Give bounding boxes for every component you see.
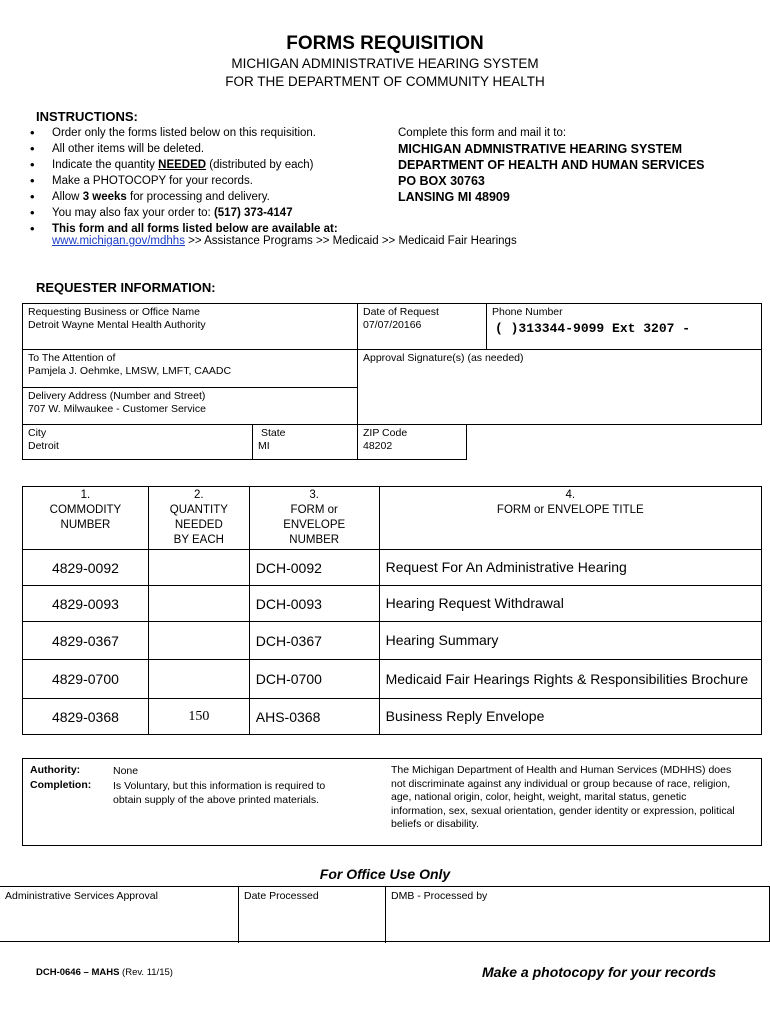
instruction-item: • You may also fax your order to: (517) 373-4147 — [30, 205, 400, 221]
page-subtitle-department: FOR THE DEPARTMENT OF COMMUNITY HEALTH — [225, 74, 545, 89]
form-number-cell: DCH-0367 — [249, 622, 379, 660]
quantity-input[interactable] — [148, 660, 249, 699]
instruction-item: • This form and all forms listed below are available at: — [30, 221, 400, 237]
table-header-row — [23, 487, 762, 550]
quantity-input[interactable] — [148, 586, 249, 622]
mail-line: PO BOX 30763 — [398, 174, 485, 188]
authority-box — [22, 758, 762, 846]
column-header-commodity: 1. COMMODITY NUMBER — [23, 487, 149, 550]
instruction-item: • Order only the forms listed below on this requisition. — [30, 125, 400, 141]
form-title-cell: Medicaid Fair Hearings Rights & Responsibilities Brochure — [379, 660, 761, 699]
completion-value: Is Voluntary, but this information is required to obtain supply of the above printed materials. — [113, 780, 326, 806]
table-row — [23, 660, 762, 699]
commodity-cell: 4829-0092 — [23, 550, 149, 586]
table-row — [23, 699, 762, 735]
forms-table — [22, 486, 762, 735]
dmb-processed-by-field[interactable]: DMB - Processed by — [391, 890, 488, 902]
form-title-cell: Request For An Administrative Hearing — [379, 550, 761, 586]
mdhhs-link[interactable]: www.michigan.gov/mdhhs — [52, 235, 185, 247]
column-header-title: 4. FORM or ENVELOPE TITLE — [379, 487, 761, 550]
quantity-input[interactable]: 150 — [148, 699, 249, 735]
mail-line: LANSING MI 48909 — [398, 190, 510, 204]
office-use-table — [0, 886, 770, 942]
table-row — [23, 550, 762, 586]
column-header-quantity: 2. QUANTITY NEEDED BY EACH — [148, 487, 249, 550]
instruction-item: • Allow 3 weeks for processing and delivery. — [30, 189, 400, 205]
mail-line: DEPARTMENT OF HEALTH AND HUMAN SERVICES — [398, 158, 705, 172]
page-title: FORMS REQUISITION — [286, 33, 484, 54]
instructions-heading: INSTRUCTIONS: — [36, 109, 138, 124]
attention-field[interactable]: To The Attention of Pamjela J. Oehmke, LMSW, LMFT, CAADC — [22, 349, 358, 388]
commodity-cell: 4829-0367 — [23, 622, 149, 660]
city-field[interactable]: City Detroit — [22, 424, 253, 460]
instruction-item: • All other items will be deleted. — [30, 141, 400, 157]
table-row — [23, 586, 762, 622]
quantity-input[interactable] — [148, 550, 249, 586]
date-processed-field[interactable]: Date Processed — [239, 887, 386, 943]
forms-link-line: www.michigan.gov/mdhhs >> Assistance Programs >> Medicaid >> Medicaid Fair Hearings — [52, 235, 517, 247]
form-number-cell: DCH-0093 — [249, 586, 379, 622]
office-use-heading: For Office Use Only — [319, 866, 451, 882]
form-number-cell: DCH-0700 — [249, 660, 379, 699]
commodity-cell: 4829-0093 — [23, 586, 149, 622]
form-number-cell: AHS-0368 — [249, 699, 379, 735]
date-of-request-field[interactable]: Date of Request 07/07/20166 — [357, 303, 487, 350]
form-number-cell: DCH-0092 — [249, 550, 379, 586]
business-name-field[interactable]: Requesting Business or Office Name Detroit Wayne Mental Health Authority — [22, 303, 358, 350]
authority-value: None — [113, 765, 139, 777]
instructions-list — [30, 125, 400, 237]
commodity-cell: 4829-0368 — [23, 699, 149, 735]
instruction-item: • Indicate the quantity NEEDED (distributed by each) — [30, 157, 400, 173]
delivery-address-field[interactable]: Delivery Address (Number and Street) 707 W. Milwaukee - Customer Service — [22, 387, 358, 425]
requester-heading: REQUESTER INFORMATION: — [36, 280, 216, 295]
quantity-input[interactable] — [148, 622, 249, 660]
mail-line: MICHIGAN ADMNISTRATIVE HEARING SYSTEM — [398, 142, 683, 156]
form-title-cell: Business Reply Envelope — [379, 699, 761, 735]
table-row — [23, 622, 762, 660]
column-header-form-number: 3. FORM or ENVELOPE NUMBER — [249, 487, 379, 550]
authority-label: Authority: — [30, 764, 81, 776]
page-subtitle-system: MICHIGAN ADMINISTRATIVE HEARING SYSTEM — [231, 56, 539, 71]
nondiscrimination-statement: The Michigan Department of Health and Human Services (MDHHS) does not discriminate against any individual or group because of race, religion, age, national origin, color, height, weight, marital status, genetic information, sex, sexual orientation, gender identity or expression, political beliefs or disability. — [391, 764, 735, 830]
mailing-address — [398, 125, 705, 205]
form-title-cell: Hearing Request Withdrawal — [379, 586, 761, 622]
mail-intro: Complete this form and mail it to: — [398, 127, 567, 139]
admin-approval-field[interactable]: Administrative Services Approval — [0, 887, 239, 943]
form-identifier: DCH-0646 – MAHS (Rev. 11/15) — [36, 967, 173, 978]
phone-number-field[interactable]: Phone Number ( )313344-9099 Ext 3207 - — [486, 303, 762, 350]
instruction-item: • Make a PHOTOCOPY for your records. — [30, 173, 400, 189]
commodity-cell: 4829-0700 — [23, 660, 149, 699]
photocopy-reminder: Make a photocopy for your records — [482, 964, 717, 980]
form-title-cell: Hearing Summary — [379, 622, 761, 660]
completion-label: Completion: — [30, 779, 92, 791]
state-field[interactable]: State MI — [252, 424, 358, 460]
approval-signature-field[interactable]: Approval Signature(s) (as needed) — [357, 349, 762, 425]
zip-code-field[interactable]: ZIP Code 48202 — [357, 424, 467, 460]
